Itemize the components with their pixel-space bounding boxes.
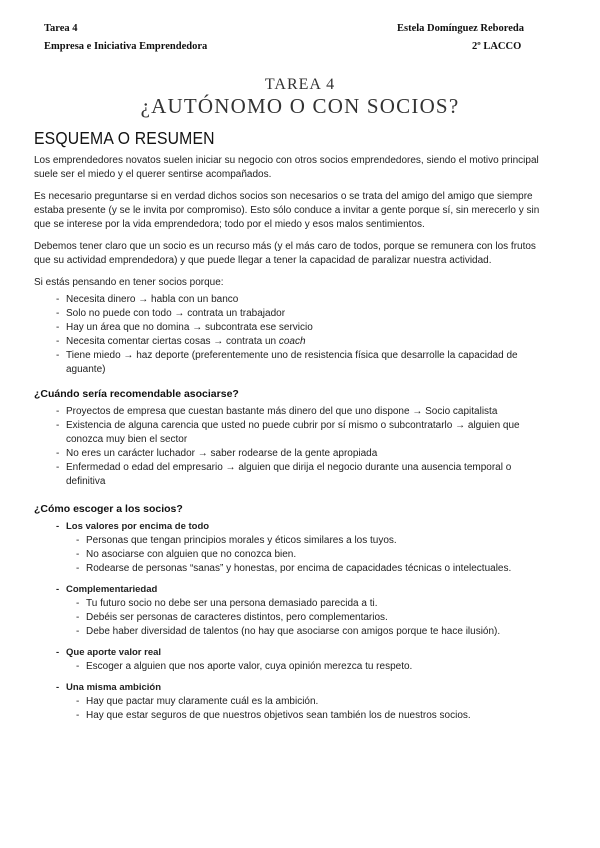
group-title: - Los valores por encima de todo bbox=[34, 520, 542, 534]
list-item: - Existencia de alguna carencia que usted no puede cubrir por sí mismo o subcontratarlo → alguien que conozca muy bien el sector bbox=[34, 419, 542, 447]
title-label: TAREA 4 bbox=[264, 76, 336, 93]
group-title: - Que aporte valor real bbox=[34, 646, 542, 660]
list-item: - Enfermedad o edad del empresario → alguien que dirija el negocio durante una ausencia temporal o definitiva bbox=[34, 461, 542, 489]
list-item: - Rodearse de personas “sanas” y honestas, por encima de capacidades técnicas o intelectuales. bbox=[34, 562, 542, 576]
header-author: Estela Domínguez Reboreda bbox=[397, 23, 524, 34]
list-item: - Hay que pactar muy claramente cuál es la ambición. bbox=[34, 695, 542, 709]
list-item: - Tu futuro socio no debe ser una persona demasiado parecida a ti. bbox=[34, 597, 542, 611]
list-item: - Necesita comentar ciertas cosas → contrata un coach bbox=[34, 335, 542, 349]
header-subject: Empresa e Iniciativa Emprendedora bbox=[44, 41, 208, 52]
list-item: - Debéis ser personas de caracteres distintos, pero complementarios. bbox=[34, 611, 542, 625]
how-heading: ¿Cómo escoger a los socios? bbox=[34, 503, 183, 515]
page-title: ¿AUTÓNOMO O CON SOCIOS? bbox=[140, 94, 460, 118]
section-heading: ESQUEMA O RESUMEN bbox=[34, 128, 215, 148]
list-item: - No eres un carácter luchador → saber rodearse de la gente apropiada bbox=[34, 447, 542, 461]
paragraph: Los emprendedores novatos suelen iniciar su negocio con otros socios emprendedores, siendo el motivo principal suele ser el miedo y el querer sentirse acompañados. bbox=[34, 155, 539, 180]
paragraph: Si estás pensando en tener socios porque: bbox=[34, 277, 224, 288]
list-item: - Tiene miedo → haz deporte (preferentemente uno de resistencia física que desarrolle la capacidad de aguante) bbox=[34, 349, 542, 377]
group-title: - Una misma ambición bbox=[34, 681, 542, 695]
document-body bbox=[34, 154, 542, 730]
list-item: - Hay un área que no domina → subcontrata ese servicio bbox=[34, 321, 542, 335]
group-list bbox=[34, 597, 542, 639]
group-list bbox=[34, 695, 542, 723]
group-title: - Complementariedad bbox=[34, 583, 542, 597]
when-heading: ¿Cuándo sería recomendable asociarse? bbox=[34, 388, 239, 400]
paragraph: Es necesario preguntarse si en verdad dichos socios son necesarios o se trata del amigo del amigo que siempre estaba presente (y se le invita por compromiso). Esto sólo conduce a invitar a gente porque sí, sin merecerlo y sin que se interese por la vida emprendedora; todo por el miedo y esos malos sentimientos. bbox=[34, 191, 540, 230]
paragraph: Debemos tener claro que un socio es un recurso más (y el más caro de todos, porque se remunera con los frutos que su actividad emprendedora) y que puede llegar a tener la capacidad de paralizar nuestra actividad. bbox=[34, 241, 536, 266]
list-item: - Debe haber diversidad de talentos (no hay que asociarse con amigos porque te hace ilusión). bbox=[34, 625, 542, 639]
list-item: - Solo no puede con todo → contrata un trabajador bbox=[34, 307, 542, 321]
header-course: 2º LACCO bbox=[472, 41, 522, 52]
list-item: - No asociarse con alguien que no conozca bien. bbox=[34, 548, 542, 562]
list-item: - Personas que tengan principios morales y éticos similares a los tuyos. bbox=[34, 534, 542, 548]
list-item: - Necesita dinero → habla con un banco bbox=[34, 293, 542, 307]
list-item: - Escoger a alguien que nos aporte valor, cuya opinión merezca tu respeto. bbox=[34, 660, 542, 674]
when-list bbox=[34, 405, 542, 489]
reasons-list bbox=[34, 293, 542, 377]
group-list bbox=[34, 660, 542, 674]
group-list bbox=[34, 534, 542, 576]
list-item: - Hay que estar seguros de que nuestros objetivos sean también los de nuestros socios. bbox=[34, 709, 542, 723]
header-task: Tarea 4 bbox=[44, 23, 78, 34]
list-item: - Proyectos de empresa que cuestan bastante más dinero del que uno dispone → Socio capitalista bbox=[34, 405, 542, 419]
